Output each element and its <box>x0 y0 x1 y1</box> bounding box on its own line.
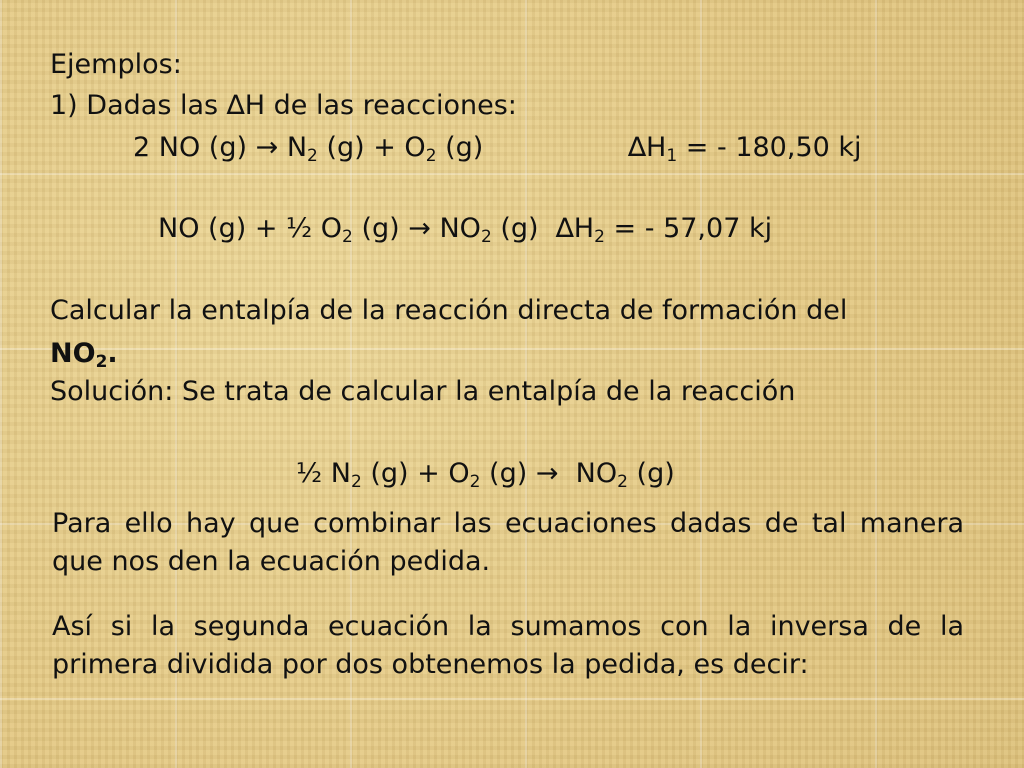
solution-text: Solución: Se trata de calcular la entalpía de la reacción <box>50 376 796 407</box>
eq2-end: (g) <box>500 213 539 244</box>
question-no2: NO <box>50 338 96 369</box>
eq3-o-sub: 2 <box>469 472 481 492</box>
eq1-o-sub: 2 <box>425 146 437 166</box>
eq3-no: NO <box>575 458 618 489</box>
eq3-no-sub: 2 <box>617 472 628 492</box>
question-line-2 <box>50 338 118 370</box>
eq3-left: ½ N <box>296 458 351 489</box>
eq1-dh: ∆H <box>628 132 667 163</box>
arrow-icon: → <box>408 213 431 244</box>
eq3-mid2: (g) <box>489 458 528 489</box>
eq2-o-sub: 2 <box>342 227 353 247</box>
paragraph-1: Para ello hay que combinar las ecuaciones dadas de tal manera que nos den la ecuación pedida. <box>52 508 964 577</box>
equation-3 <box>296 458 675 490</box>
question-end: . <box>107 338 118 369</box>
eq3-mid: (g) + O <box>370 458 470 489</box>
eq2-left: NO (g) + ½ O <box>158 213 343 244</box>
item-1: 1) Dadas las ∆H de las reacciones: <box>50 90 517 121</box>
eq2-no: NO <box>439 213 481 244</box>
equation-1 <box>133 132 483 164</box>
eq1-n: N <box>286 132 308 163</box>
eq1-end: (g) <box>445 132 484 163</box>
eq1-value: = - 180,50 kj <box>685 132 862 163</box>
eq2-mid: (g) <box>361 213 400 244</box>
eq3-end: (g) <box>636 458 675 489</box>
question-line-1: Calcular la entalpía de la reacción directa de formación del <box>50 295 848 326</box>
arrow-icon: → <box>535 458 559 489</box>
eq3-n-sub: 2 <box>350 472 362 492</box>
eq2-no-sub: 2 <box>480 227 492 247</box>
question-no2-sub: 2 <box>95 352 108 372</box>
equation-2 <box>158 213 772 245</box>
eq1-mid: (g) + O <box>326 132 426 163</box>
eq2-value: = - 57,07 kj <box>613 213 773 244</box>
eq1-n-sub: 2 <box>307 146 318 166</box>
eq1-left: 2 NO (g) <box>133 132 247 163</box>
paragraph-2: Así si la segunda ecuación la sumamos con la inversa de la primera dividida por dos obtenemos la pedida, es decir: <box>52 611 964 680</box>
eq2-dh-sub: 2 <box>594 227 605 247</box>
arrow-icon: → <box>255 132 279 163</box>
eq1-dh-sub: 1 <box>666 146 678 166</box>
heading: Ejemplos: <box>50 49 182 80</box>
eq2-dh: ∆H <box>555 213 595 244</box>
enthalpy-1 <box>628 132 862 164</box>
